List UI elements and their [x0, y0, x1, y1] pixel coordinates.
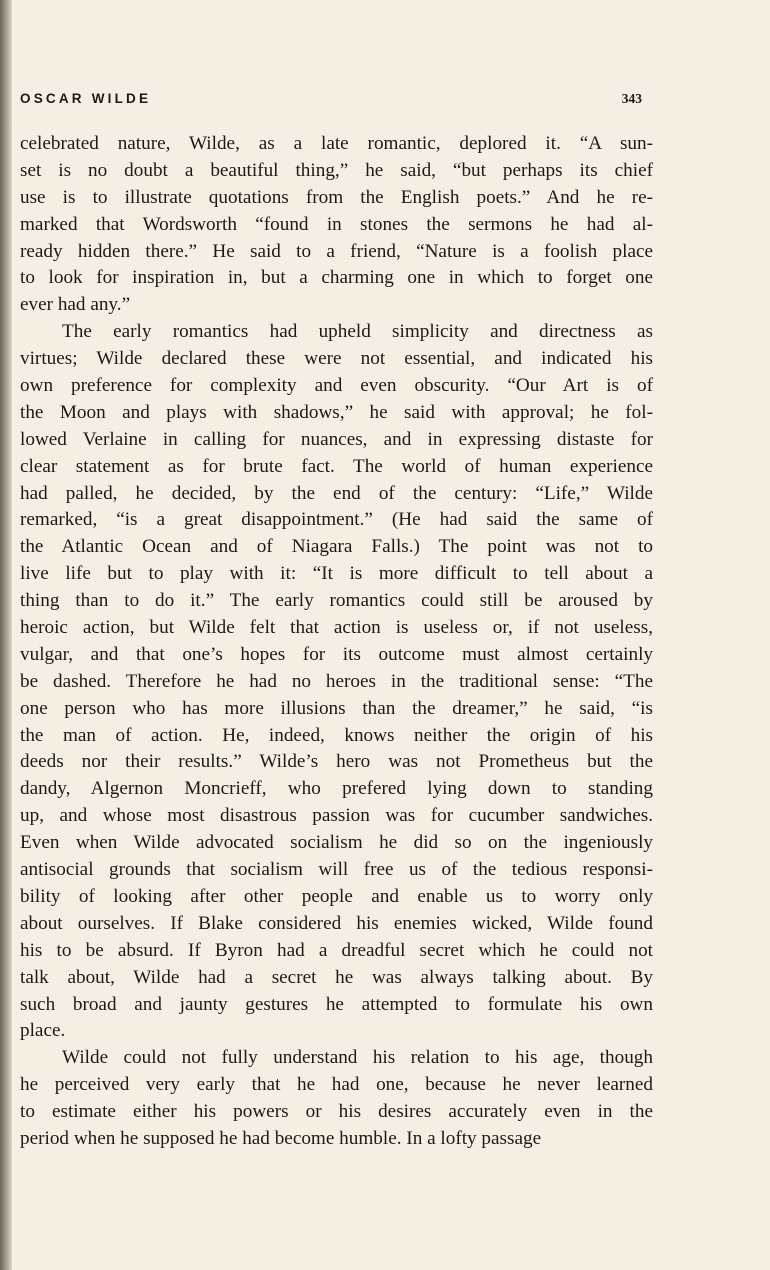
text-line: to estimate either his powers or his desires accurately even in the [20, 1101, 653, 1123]
text-line: vulgar, and that one’s hopes for its outcome must almost certainly [20, 643, 653, 665]
text-line: own preference for complexity and even obscurity. “Our Art is of [20, 375, 653, 397]
text-line: remarked, “is a great disappointment.” (He had said the same of [20, 509, 653, 531]
text-line: celebrated nature, Wilde, as a late romantic, deplored it. “A sun- [20, 133, 653, 154]
text-line: clear statement as for brute fact. The world of human experience [20, 455, 653, 477]
text-line: about ourselves. If Blake considered his enemies wicked, Wilde found [20, 912, 653, 934]
paragraph [20, 131, 653, 319]
paragraph [20, 319, 653, 1045]
text-line: the man of action. He, indeed, knows neither the origin of his [20, 724, 653, 746]
text-line: talk about, Wilde had a secret he was always talking about. By [20, 966, 653, 988]
text-line: use is to illustrate quotations from the English poets.” And he re- [20, 186, 653, 208]
text-line: Even when Wilde advocated socialism he did so on the ingeniously [20, 832, 653, 854]
text-line: The early romantics had upheld simplicity and directness as [62, 321, 653, 343]
body-text [20, 131, 653, 1153]
text-line: heroic action, but Wilde felt that action is useless or, if not useless, [20, 617, 653, 639]
text-line: antisocial grounds that socialism will free us of the tedious responsi- [20, 859, 653, 881]
text-line: be dashed. Therefore he had no heroes in the traditional sense: “The [20, 670, 653, 692]
text-line: bility of looking after other people and enable us to worry only [20, 885, 653, 907]
text-line: his to be absurd. If Byron had a dreadful secret which he could not [20, 939, 653, 961]
text-line: dandy, Algernon Moncrieff, who prefered lying down to standing [20, 778, 653, 800]
running-head-title: OSCAR WILDE [20, 91, 152, 106]
paragraph [20, 1045, 653, 1153]
text-line: place. [20, 1020, 66, 1042]
text-line: live life but to play with it: “It is more difficult to tell about a [20, 563, 653, 585]
text-line: up, and whose most disastrous passion was for cucumber sandwiches. [20, 805, 653, 827]
text-line: ready hidden there.” He said to a friend, “Nature is a foolish place [20, 240, 653, 262]
text-line: set is no doubt a beautiful thing,” he said, “but perhaps its chief [20, 159, 653, 181]
text-line: deeds nor their results.” Wilde’s hero was not Prometheus but the [20, 751, 653, 773]
text-line: the Moon and plays with shadows,” he said with approval; he fol- [20, 401, 653, 423]
text-line: ever had any.” [20, 294, 131, 316]
text-line: period when he supposed he had become humble. In a lofty passage [20, 1127, 542, 1149]
text-line: had palled, he decided, by the end of the century: “Life,” Wilde [20, 482, 653, 504]
text-line: the Atlantic Ocean and of Niagara Falls.) The point was not to [20, 536, 653, 558]
text-line: thing than to do it.” The early romantics could still be aroused by [20, 590, 653, 612]
text-line: virtues; Wilde declared these were not essential, and indicated his [20, 348, 653, 370]
text-line: lowed Verlaine in calling for nuances, and in expressing distaste for [20, 428, 653, 450]
text-line: marked that Wordsworth “found in stones the sermons he had al- [20, 213, 653, 235]
text-line: one person who has more illusions than the dreamer,” he said, “is [20, 697, 653, 719]
page-number: 343 [621, 91, 642, 106]
text-line: to look for inspiration in, but a charming one in which to forget one [20, 267, 653, 289]
text-line: Wilde could not fully understand his relation to his age, though [62, 1047, 653, 1069]
text-line: such broad and jaunty gestures he attempted to formulate his own [20, 993, 653, 1015]
text-line: he perceived very early that he had one, because he never learned [20, 1074, 653, 1096]
running-head [20, 91, 642, 107]
